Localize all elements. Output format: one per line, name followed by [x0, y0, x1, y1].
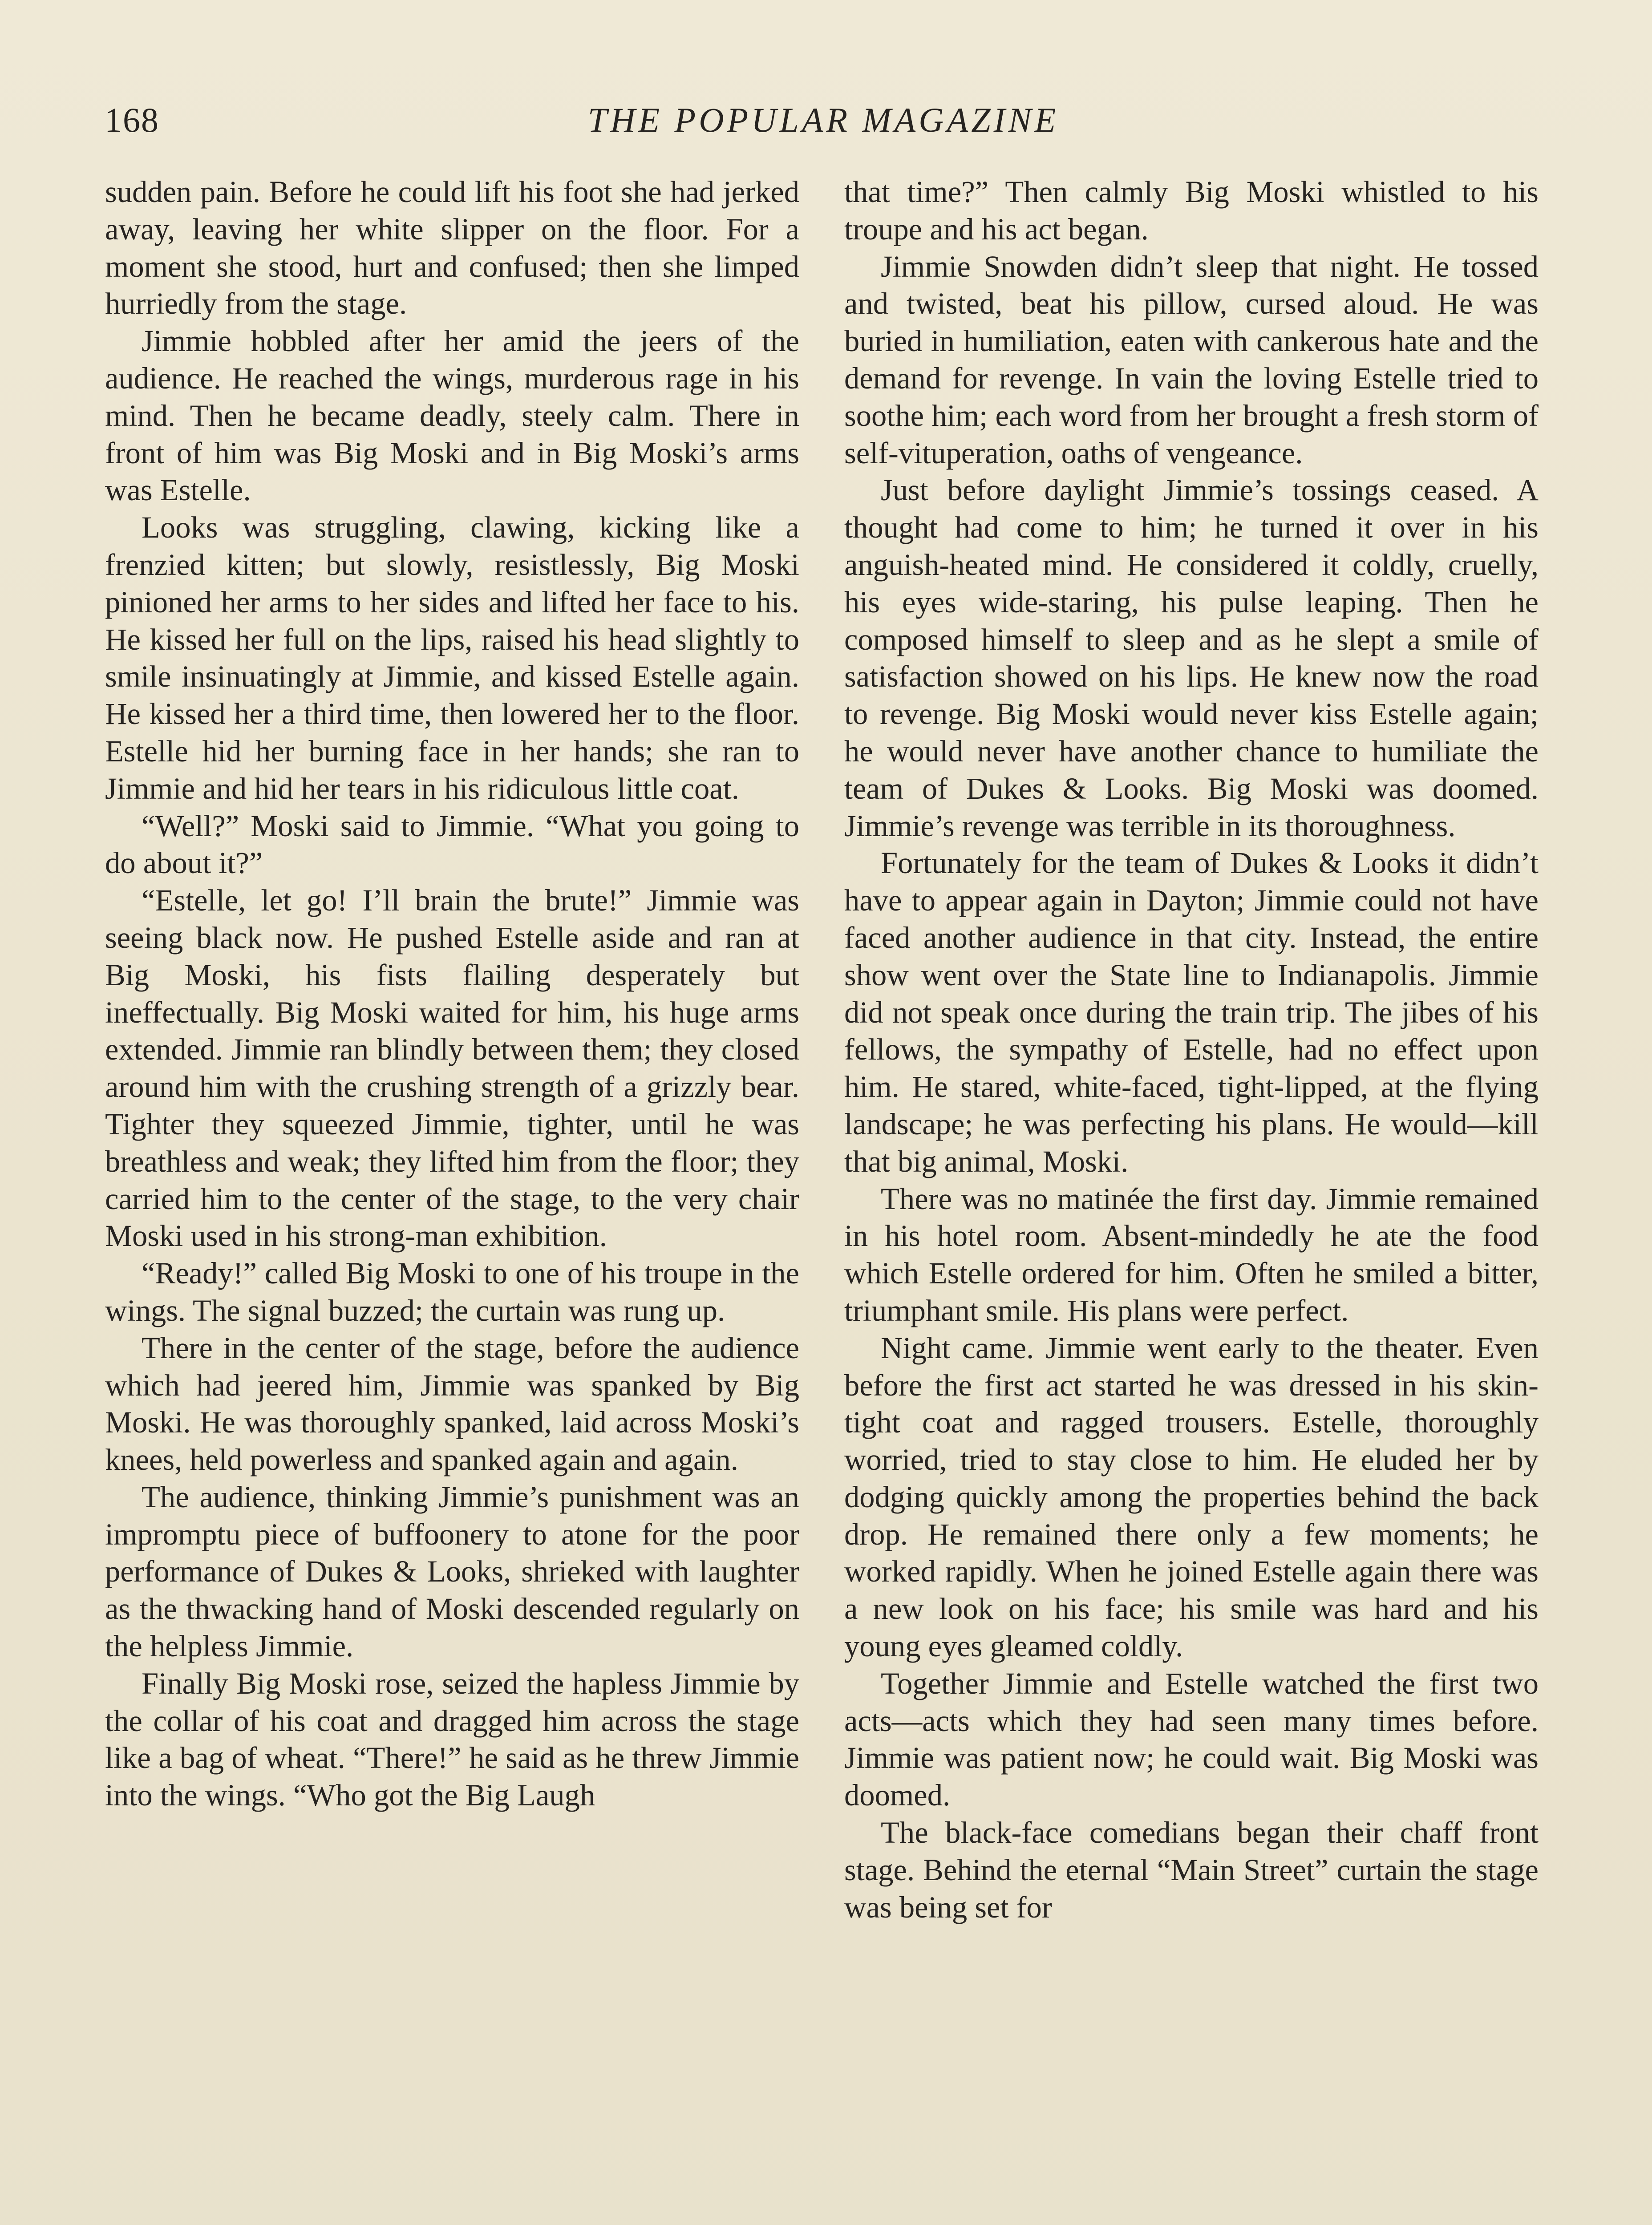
paragraph: “Ready!” called Big Moski to one of his troupe in the wings. The signal buzzed; the curtain was rung up.: [105, 1256, 799, 1327]
paragraph: There was no matinée the first day. Jimmie remained in his hotel room. Absent-mindedly he ate the food which Estelle ordered for him. Often he smiled a bitter, triumphant smile. His plans were perfect.: [844, 1181, 1539, 1327]
paragraph: Jimmie Snowden didn’t sleep that night. He tossed and twisted, beat his pillow, cursed aloud. He was buried in humiliation, eaten with cankerous hate and the demand for revenge. In vain the loving Estelle tried to soothe him; each word from her brought a fresh storm of self-vituperation, oaths of vengeance.: [844, 249, 1539, 470]
right-column: [844, 174, 1539, 2225]
page-number: 168: [105, 101, 159, 139]
running-title: THE POPULAR MAGAZINE: [587, 101, 1059, 139]
left-column: [105, 174, 799, 2225]
paragraph: Fortunately for the team of Dukes & Looks it didn’t have to appear again in Dayton; Jimmie could not have faced another audience in that city. Instead, the entire show went over the State line to Indianapolis. Jimmie did not speak once during the train trip. The jibes of his fellows, the sympathy of Estelle, had no effect upon him. He stared, white-faced, tight-lipped, at the flying landscape; he was perfecting his plans. He would—kill that big animal, Moski.: [844, 846, 1539, 1178]
paragraph: that time?” Then calmly Big Moski whistled to his troupe and his act began.: [844, 175, 1539, 246]
page-header: [105, 96, 1542, 154]
paragraph: Night came. Jimmie went early to the theater. Even before the first act started he was dressed in his skin-tight coat and ragged trousers. Estelle, thoroughly worried, tried to stay close to him. He eluded her by dodging quickly among the properties behind the back drop. He remained there only a few moments; he worked rapidly. When he joined Estelle again there was a new look on his face; his smile was hard and his young eyes gleamed coldly.: [844, 1331, 1539, 1663]
paragraph: “Estelle, let go! I’ll brain the brute!” Jimmie was seeing black now. He pushed Estelle aside and ran at Big Moski, his fists flailing desperately but ineffectually. Big Moski waited for him, his huge arms extended. Jimmie ran blindly between them; they closed around him with the crushing strength of a grizzly bear. Tighter they squeezed Jimmie, tighter, until he was breathless and weak; they lifted him from the floor; they carried him to the center of the stage, to the very chair Moski used in his strong-man exhibition.: [105, 883, 799, 1253]
paragraph: Just before daylight Jimmie’s tossings ceased. A thought had come to him; he turned it over in his anguish-heated mind. He considered it coldly, cruelly, his eyes wide-staring, his pulse leaping. Then he composed himself to sleep and as he slept a smile of satisfaction showed on his lips. He knew now the road to revenge. Big Moski would never kiss Estelle again; he would never have another chance to humiliate the team of Dukes & Looks. Big Moski was doomed. Jimmie’s revenge was terrible in its thoroughness.: [844, 473, 1539, 843]
paragraph: Looks was struggling, clawing, kicking like a frenzied kitten; but slowly, resistlessly, Big Moski pinioned her arms to her sides and lifted her face to his. He kissed her full on the lips, raised his head slightly to smile insinuatingly at Jimmie, and kissed Estelle again. He kissed her a third time, then lowered her to the floor. Estelle hid her burning face in her hands; she ran to Jimmie and hid her tears in his ridiculous little coat.: [105, 510, 799, 805]
paragraph: Finally Big Moski rose, seized the hapless Jimmie by the collar of his coat and dragged him across the stage like a bag of wheat. “There!” he said as he threw Jimmie into the wings. “Who got the Big Laugh: [105, 1666, 799, 1812]
paragraph: “Well?” Moski said to Jimmie. “What you going to do about it?”: [105, 809, 799, 880]
paragraph: There in the center of the stage, before the audience which had jeered him, Jimmie was spanked by Big Moski. He was thoroughly spanked, laid across Moski’s knees, held powerless and spanked again and again.: [105, 1331, 799, 1477]
paragraph: The audience, thinking Jimmie’s punishment was an impromptu piece of buffoonery to atone for the poor performance of Dukes & Looks, shrieked with laughter as the thwacking hand of Moski descended regularly on the helpless Jimmie.: [105, 1480, 799, 1663]
paragraph: sudden pain. Before he could lift his foot she had jerked away, leaving her white slipper on the floor. For a moment she stood, hurt and confused; then she limped hurriedly from the stage.: [105, 175, 799, 321]
paragraph: Together Jimmie and Estelle watched the first two acts—acts which they had seen many times before. Jimmie was patient now; he could wait. Big Moski was doomed.: [844, 1666, 1539, 1812]
paragraph: The black-face comedians began their chaff front stage. Behind the eternal “Main Street” curtain the stage was being set for: [844, 1816, 1539, 1924]
paragraph: Jimmie hobbled after her amid the jeers of the audience. He reached the wings, murderous rage in his mind. Then he became deadly, steely calm. There in front of him was Big Moski and in Big Moski’s arms was Estelle.: [105, 324, 799, 507]
